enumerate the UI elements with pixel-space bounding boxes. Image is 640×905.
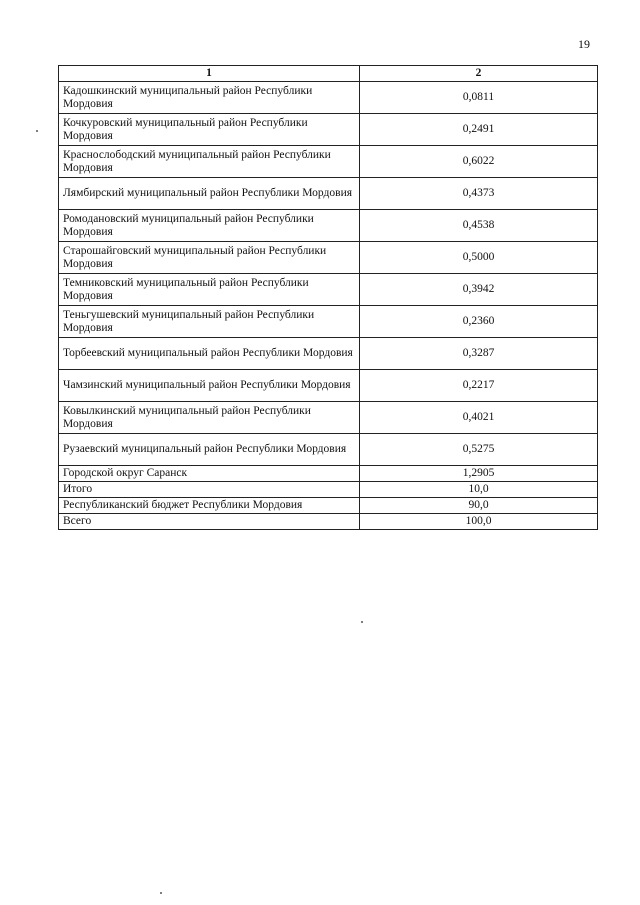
share-value-cell: 0,6022 [360, 146, 598, 178]
table-row [59, 114, 598, 146]
share-value-cell: 100,0 [360, 514, 598, 530]
district-name-cell: Всего [59, 514, 360, 530]
distribution-table [58, 65, 598, 530]
table-row [59, 434, 598, 466]
scan-speck [36, 130, 38, 132]
district-name-cell: Республиканский бюджет Республики Мордовия [59, 498, 360, 514]
share-value-cell: 0,2217 [360, 370, 598, 402]
district-name-cell: Чамзинский муниципальный район Республики Мордовия [59, 370, 360, 402]
share-value-cell: 0,4373 [360, 178, 598, 210]
district-name-cell: Рузаевский муниципальный район Республики Мордовия [59, 434, 360, 466]
district-name-cell: Итого [59, 482, 360, 498]
district-name-cell: Теньгушевский муниципальный район Республики Мордовия [59, 306, 360, 338]
table-row [59, 274, 598, 306]
page-number: 19 [578, 37, 590, 51]
district-name-cell: Торбеевский муниципальный район Республики Мордовия [59, 338, 360, 370]
table-row [59, 482, 598, 498]
district-name-cell: Кадошкинский муниципальный район Республики Мордовия [59, 82, 360, 114]
share-value-cell: 0,4021 [360, 402, 598, 434]
table-row [59, 306, 598, 338]
column-header-1: 1 [59, 66, 360, 82]
share-value-cell: 1,2905 [360, 466, 598, 482]
scan-speck [160, 892, 162, 894]
share-value-cell: 90,0 [360, 498, 598, 514]
district-name-cell: Городской округ Саранск [59, 466, 360, 482]
table-row [59, 242, 598, 274]
column-header-2: 2 [360, 66, 598, 82]
table-row [59, 210, 598, 242]
table-body [59, 82, 598, 530]
table-row [59, 402, 598, 434]
share-value-cell: 0,3287 [360, 338, 598, 370]
share-value-cell: 0,4538 [360, 210, 598, 242]
share-value-cell: 0,5000 [360, 242, 598, 274]
district-name-cell: Ромодановский муниципальный район Республики Мордовия [59, 210, 360, 242]
table-row [59, 466, 598, 482]
district-name-cell: Старошайговский муниципальный район Республики Мордовия [59, 242, 360, 274]
district-name-cell: Лямбирский муниципальный район Республики Мордовия [59, 178, 360, 210]
table-row [59, 370, 598, 402]
district-name-cell: Краснослободский муниципальный район Республики Мордовия [59, 146, 360, 178]
table-row [59, 82, 598, 114]
share-value-cell: 0,2491 [360, 114, 598, 146]
district-name-cell: Кочкуровский муниципальный район Республики Мордовия [59, 114, 360, 146]
table-header-row [59, 66, 598, 82]
share-value-cell: 0,5275 [360, 434, 598, 466]
table-row [59, 514, 598, 530]
share-value-cell: 0,2360 [360, 306, 598, 338]
table-row [59, 146, 598, 178]
district-name-cell: Темниковский муниципальный район Республики Мордовия [59, 274, 360, 306]
scan-speck [361, 621, 363, 623]
table-row [59, 178, 598, 210]
table-row [59, 338, 598, 370]
share-value-cell: 0,0811 [360, 82, 598, 114]
table-row [59, 498, 598, 514]
district-name-cell: Ковылкинский муниципальный район Республики Мордовия [59, 402, 360, 434]
share-value-cell: 10,0 [360, 482, 598, 498]
share-value-cell: 0,3942 [360, 274, 598, 306]
